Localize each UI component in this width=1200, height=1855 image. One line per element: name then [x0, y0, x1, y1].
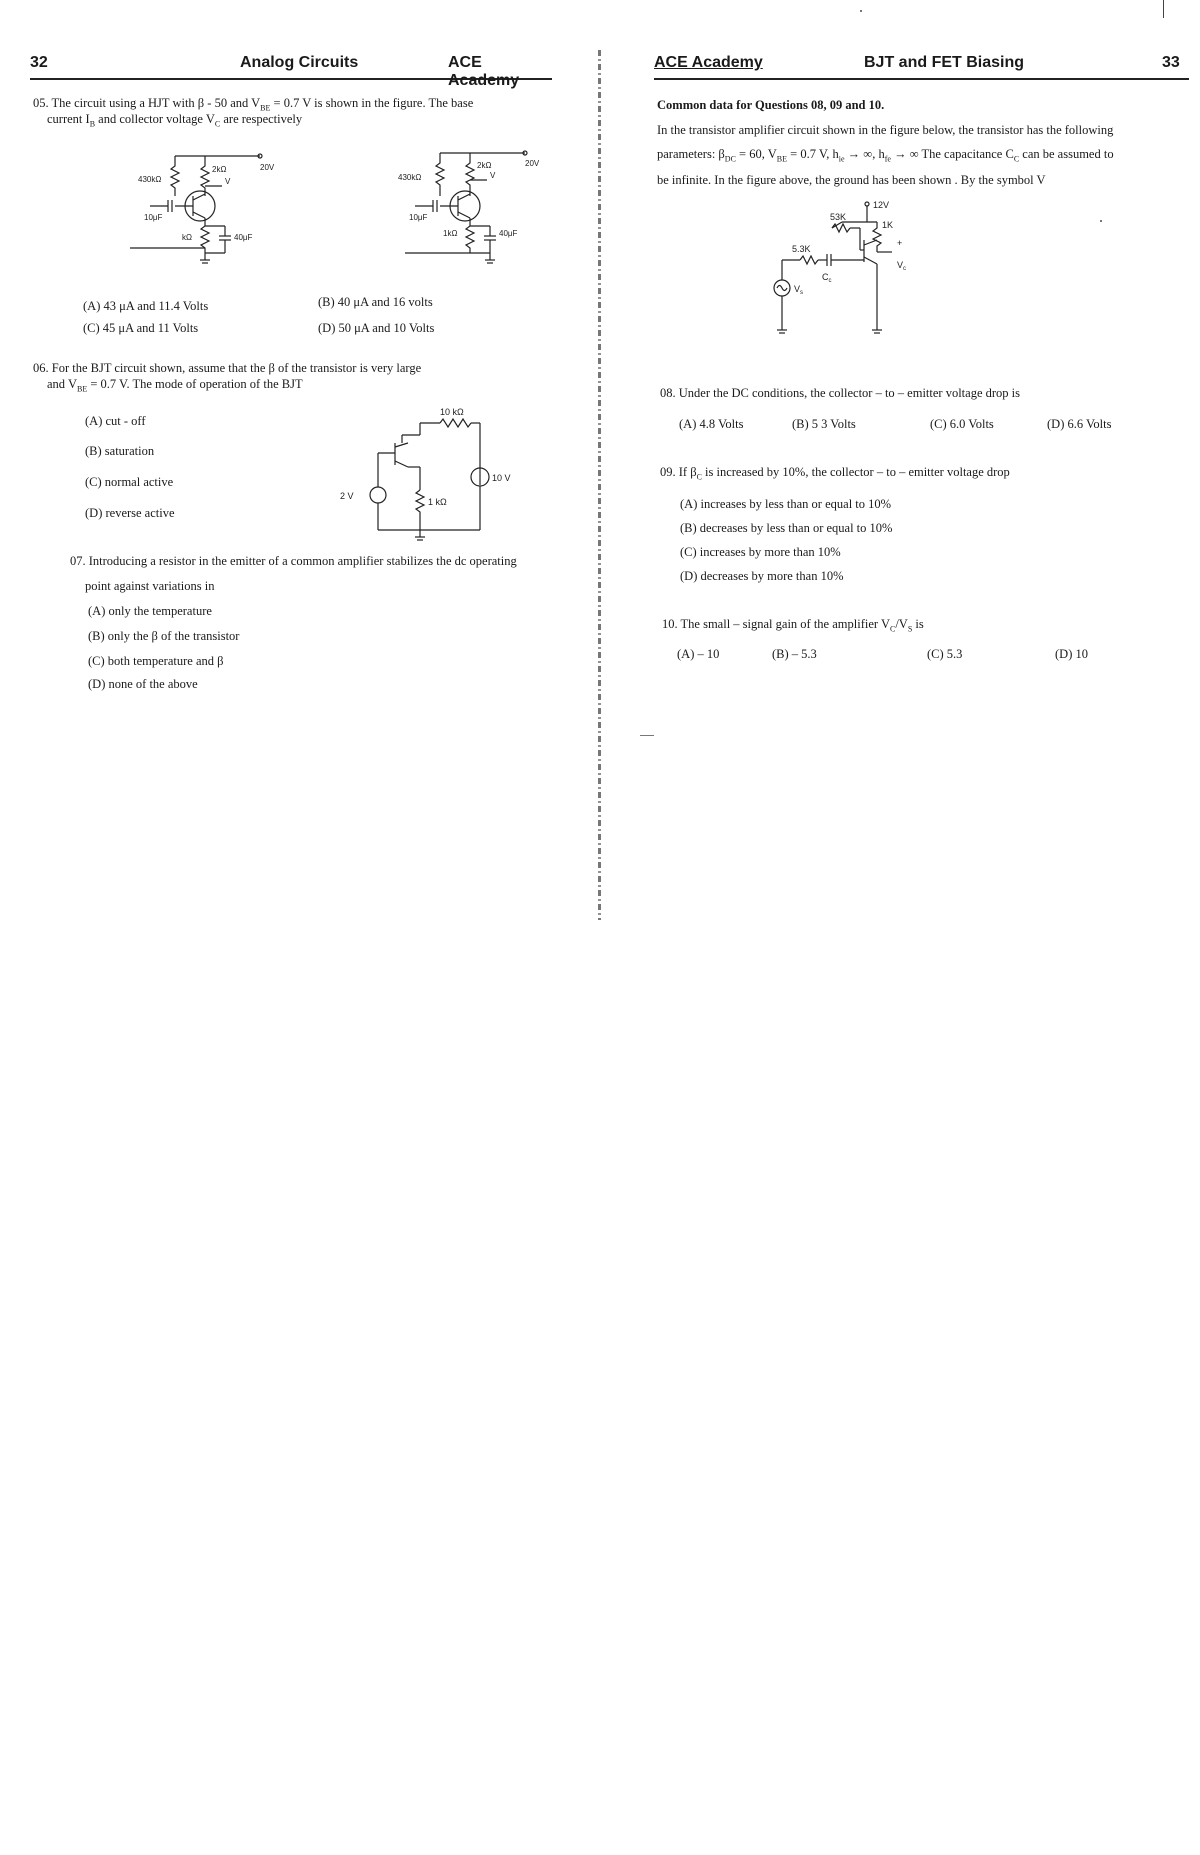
q08-vs-label: $V_s$	[794, 284, 804, 296]
q05-option-d: (D) 50 μA and 10 Volts	[318, 321, 435, 335]
fig2-ce-label: 40μF	[499, 229, 518, 238]
q08-option-c: (C) 6.0 Volts	[930, 417, 994, 431]
right-header	[654, 52, 1189, 80]
q07-line1: 07. Introducing a resistor in the emitter of a common amplifier stabilizes the dc operating	[70, 554, 517, 568]
q09-text: 09. If $\beta_C$ is increased by 10%, the collector – to – emitter voltage drop	[660, 465, 1010, 482]
q05-line2: current $I_B$ and collector voltage $V_C$ are respectively	[47, 112, 303, 129]
q06-vcc-label: 10 V	[492, 473, 511, 483]
common-data-title: Common data for Questions 08, 09 and 10.	[657, 98, 885, 112]
q08-option-d: (D) 6.6 Volts	[1047, 417, 1112, 431]
q10-option-c: (C) 5.3	[927, 647, 963, 661]
common-data-line3: be infinite. In the figure above, the ground has been shown . By the symbol V	[657, 173, 1046, 187]
q06-line2: and $V_{BE} = 0.7$ V. The mode of operation of the BJT	[47, 377, 303, 394]
q06-line1: 06. For the BJT circuit shown, assume that the β of the transistor is very large	[33, 361, 422, 375]
q07-option-b: (B) only the β of the transistor	[88, 629, 240, 643]
q10-text: 10. The small – signal gain of the amplifier $V_C/V_S$ is	[662, 617, 924, 634]
q06-rc-label: 10 kΩ	[440, 407, 464, 417]
fig1-ce-label: 40μF	[234, 233, 253, 242]
page-number: 32	[30, 54, 48, 71]
q06-vin-label: 2 V	[340, 491, 354, 501]
fig1-vo-label: V	[225, 177, 231, 186]
q10-option-a: (A) – 10	[677, 647, 720, 661]
page-number-right: 33	[1162, 54, 1180, 71]
fig2-cin-label: 10μF	[409, 213, 428, 222]
q07-option-a: (A) only the temperature	[88, 604, 212, 618]
fig1-cin-label: 10μF	[144, 213, 163, 222]
header-subject-right: BJT and FET Biasing	[864, 54, 1025, 71]
q07-line2: point against variations in	[85, 579, 215, 593]
q08-option-b: (B) 5 3 Volts	[792, 417, 856, 431]
fig1-re-label: kΩ	[182, 233, 192, 242]
q06-option-d: (D) reverse active	[85, 506, 175, 520]
q08-vo-label: $V_c$	[897, 260, 907, 272]
q09-option-c: (C) increases by more than 10%	[680, 545, 841, 559]
left-page	[0, 0, 600, 1000]
scan-speck	[1163, 0, 1164, 18]
left-header	[30, 52, 552, 89]
fig1-vcc-label: 20V	[260, 163, 275, 172]
fig2-vcc-label: 20V	[525, 159, 540, 168]
q05-circuit-figure-2	[395, 148, 565, 268]
q09-option-b: (B) decreases by less than or equal to 10%	[680, 521, 893, 535]
q07-option-d: (D) none of the above	[88, 677, 198, 691]
q08-plus-label: +	[897, 238, 903, 248]
q08-rc-label: 1K	[882, 220, 894, 230]
q08-text: 08. Under the DC conditions, the collector – to – emitter voltage drop is	[660, 386, 1020, 400]
fig2-vo-label: V	[490, 171, 496, 180]
header-subject: Analog Circuits	[240, 54, 359, 71]
q08-circuit-figure	[772, 200, 972, 350]
q09-option-d: (D) decreases by more than 10%	[680, 569, 844, 583]
q06-re-label: 1 kΩ	[428, 497, 447, 507]
q06-option-b: (B) saturation	[85, 444, 155, 458]
q05-option-b: (B) 40 μA and 16 volts	[318, 295, 433, 309]
common-data-line1: In the transistor amplifier circuit shown in the figure below, the transistor has the following	[657, 123, 1114, 137]
q06-option-c: (C) normal active	[85, 475, 174, 489]
q08-cc-label: $C_c$	[822, 272, 832, 284]
q06-option-a: (A) cut - off	[85, 414, 146, 428]
q05-circuit-figure-1	[130, 148, 300, 268]
q06-circuit-figure	[340, 405, 540, 545]
fig2-rb-label: 430kΩ	[398, 173, 422, 182]
scan-speck	[860, 10, 862, 12]
fig1-rc-label: 2kΩ	[212, 165, 227, 174]
header-publisher-right: ACE Academy	[654, 54, 763, 71]
q05-line1: 05. The circuit using a HJT with β - 50 and $V_{BE} = 0.7$ V is shown in the figure. The base	[33, 96, 474, 113]
q10-option-d: (D) 10	[1055, 647, 1088, 661]
page-gutter	[598, 50, 601, 920]
header-publisher: ACE Academy	[448, 54, 520, 89]
q07-option-c: (C) both temperature and β	[88, 654, 224, 668]
q08-rb-label: 53K	[830, 212, 847, 222]
q08-vcc-label: 12V	[873, 200, 890, 210]
fig2-rc-label: 2kΩ	[477, 161, 492, 170]
q08-rs-label: 5.3K	[792, 244, 811, 254]
fig1-rb-label: 430kΩ	[138, 175, 162, 184]
fig2-re-label: 1kΩ	[443, 229, 458, 238]
q08-option-a: (A) 4.8 Volts	[679, 417, 744, 431]
q10-option-b: (B) – 5.3	[772, 647, 817, 661]
q05-option-a: (A) 43 μA and 11.4 Volts	[83, 299, 209, 313]
scan-speck	[640, 735, 654, 736]
scan-speck	[1100, 220, 1102, 222]
right-page	[612, 0, 1200, 1000]
q09-option-a: (A) increases by less than or equal to 10%	[680, 497, 892, 511]
q05-option-c: (C) 45 μA and 11 Volts	[83, 321, 199, 335]
common-data-line2: parameters: $\beta_{DC} = 60$, $V_{BE} = 0.7$ V, $h_{ie}$ → ∞, $h_{fe}$ → ∞ The capacitance $C_C$ can be assumed to	[657, 147, 1114, 164]
